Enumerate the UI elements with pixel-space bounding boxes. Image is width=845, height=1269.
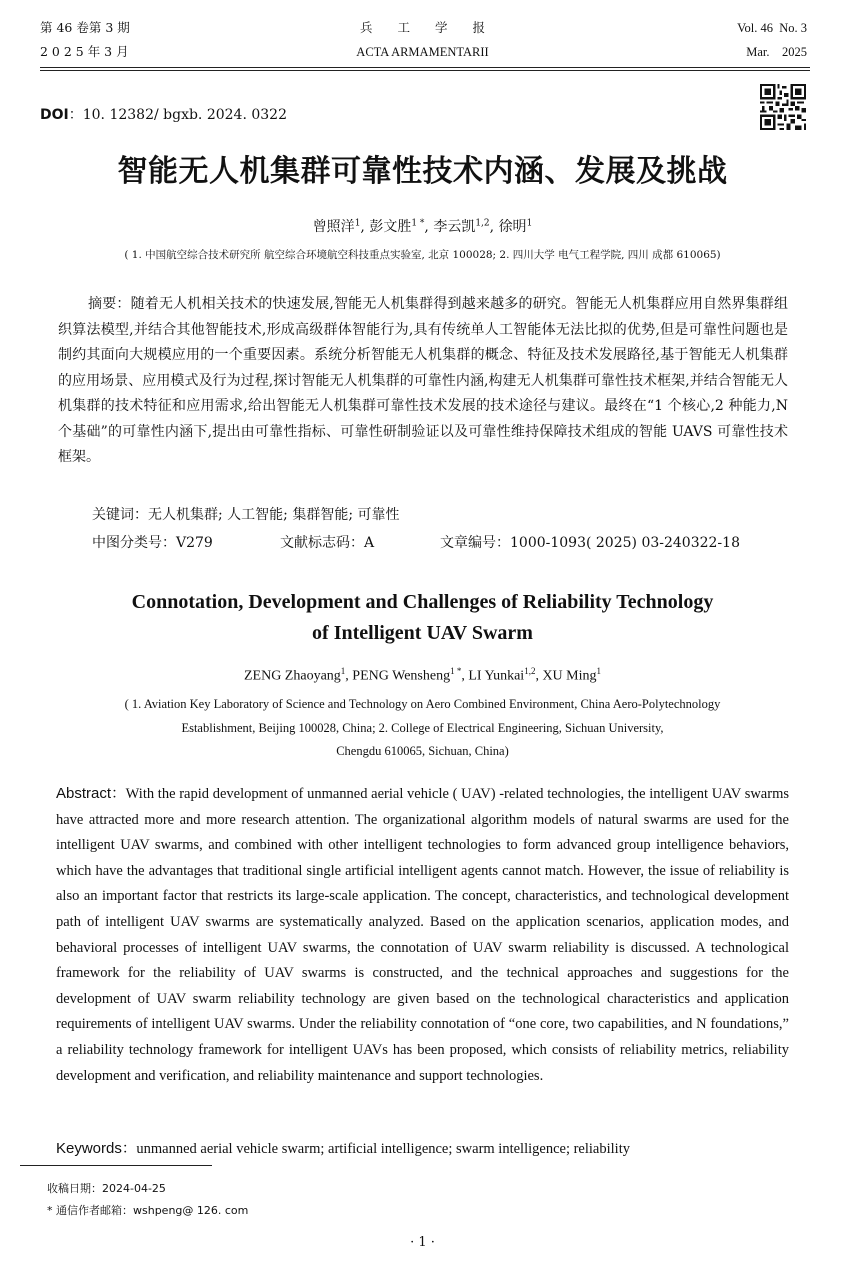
abstract-cn-label: 摘要： [88,296,131,312]
affiliations-cn: ( 1. 中国航空综合技术研究所 航空综合环境航空科技重点实验室, 北京 100028; 2. 四川大学 电气工程学院, 四川 成都 610065) [124,249,721,261]
author-affil-mark: 1 * [450,666,462,676]
doc-code-value: A [364,535,375,551]
affiliations-en-line: Chengdu 610065, Sichuan, China) [336,744,509,758]
author-name: 徐明 [498,219,527,235]
journal-volume-cn: 第 46 卷第 3 期 [40,20,130,35]
document-code [280,532,374,552]
author-name: PENG Wensheng [352,668,451,684]
author-name: 李云凯 [433,219,476,235]
keywords-en-text: ：unmanned aerial vehicle swarm; artificial intelligence; swarm intelligence; reliability [121,1141,630,1157]
authors-en [0,666,845,685]
article-number-value: 1000-1093( 2025) 03-240322-18 [510,535,740,551]
paper-title-en-line1: Connotation, Development and Challenges of Reliability Technology [131,591,714,613]
keywords-cn-text: 无人机集群; 人工智能; 集群智能; 可靠性 [148,507,400,523]
page-number: · 1 · [410,1235,435,1250]
clc-number [92,532,213,552]
doi-label: DOI [40,107,69,123]
header-rule-top [40,67,810,68]
journal-date-en: Mar. 2025 [746,45,807,59]
author-separator: , [424,219,434,235]
author-separator: , [345,668,353,684]
author-affil-mark: 1 [354,218,361,229]
journal-name-en: ACTA ARMAMENTARII [356,45,489,59]
author-name: ZENG Zhaoyang [243,668,341,684]
authors-cn [0,216,845,236]
journal-name-cn: 兵 工 学 报 [359,20,485,35]
paper-title-cn: 智能无人机集群可靠性技术内涵、发展及挑战 [117,154,728,189]
author-affil-mark: 1,2 [475,218,490,229]
article-number [440,532,740,552]
abstract-en-text: ：With the rapid development of unmanned aerial vehicle ( UAV) -related technologies, the intelligent UAV swarms have attracted more and more research attention. The organizational algorithm models of natural swarms are used for the intelligent UAV swarms, and combined with other intelligent technologies to form advanced group intelligence behaviors, which have the advantages that traditional single artificial intelligent agents cannot match. However, the issue of reliability is also an important factor that restricts its large-scale application. The concept, characteristics, and technological development path of intelligent UAV swarms are systematically analyzed. Based on the application scenarios, application modes, and behavioral processes of intelligent UAV swarms, the connotation of UAV swarm reliability is discussed. A technological framework for the reliability of UAV swarms is constructed, and the technical approaches and suggestions for the development of UAV swarm reliability technology are given based on the technological characteristics and application requirements of intelligent UAV swarms. Under the reliability connotation of “one core, two capabilities, and N foundations,” a reliability technology framework for intelligent UAVs has been proposed, which consists of reliability metrics, reliability development and verification, and reliability maintenance and support technologies. [56,786,789,1084]
received-date: 收稿日期：2024-04-25 [47,1182,166,1195]
abstract-en-label: Abstract [56,785,112,802]
author-name: LI Yunkai [468,668,525,684]
article-number-label: 文章编号： [440,535,510,551]
author-separator: , [535,668,543,684]
qr-code-icon [760,84,806,130]
author-separator: , [461,668,469,684]
journal-volume-en: Vol. 46 No. 3 [737,21,807,35]
affiliations-en-line: Establishment, Beijing 100028, China; 2. College of Electrical Engineering, Sichuan University, [181,720,664,735]
abstract-en [56,781,789,1089]
author-affil-mark: 1 [526,218,533,229]
author-affil-mark: 1 [340,666,346,676]
author-name: 曾照洋 [312,219,355,235]
clc-value: V279 [176,535,213,551]
author-separator: , [489,219,499,235]
keywords-cn [92,504,400,524]
keywords-cn-label: 关键词： [92,507,148,523]
doi-value: ：10. 12382/ bgxb. 2024. 0322 [68,107,287,123]
author-affil-mark: 1 [596,666,601,676]
paper-title-en [0,587,845,649]
footnote-rule [20,1165,212,1166]
author-name: XU Ming [542,668,597,684]
keywords-en [56,1137,630,1158]
author-name: 彭文胜 [369,219,412,235]
author-affil-mark: 1,2 [524,666,536,676]
affiliations-en-line: ( 1. Aviation Key Laboratory of Science and Technology on Aero Combined Environment, China Aero-Polytechnology [124,697,721,711]
author-separator: , [360,219,370,235]
author-affil-mark: 1 * [411,218,425,229]
paper-title-en-line2: of Intelligent UAV Swarm [312,622,533,644]
keywords-en-label: Keywords [56,1140,122,1157]
corresponding-email[interactable]: * 通信作者邮箱：wshpeng@ 126. com [47,1204,249,1217]
doi[interactable] [40,104,287,124]
abstract-cn [58,292,788,471]
clc-label: 中图分类号： [92,535,176,551]
doc-code-label: 文献标志码： [280,535,364,551]
header-rule-bottom [40,70,810,71]
journal-date-cn: 2 0 2 5 年 3 月 [40,44,129,59]
abstract-cn-text: 随着无人机相关技术的快速发展,智能无人机集群得到越来越多的研究。智能无人机集群应用自然界集群组织算法模型,并结合其他智能技术,形成高级群体智能行为,具有传统单人工智能体无法比拟的优势,但是可靠性问题也是制约其面向大规模应用的一个重要因素。系统分析智能无人机集群的概念、特征及技术发展路径,基于智能无人机集群的应用场景、应用模式及行为过程,探讨智能无人机集群的可靠性内涵,构建无人机集群可靠性技术框架,并结合智能无人机集群的技术特征和应用需求,给出智能无人机集群可靠性技术发展的技术途径与建议。最终在“1 个核心,2 种能力,N 个基础”的可靠性内涵下,提出由可靠性指标、可靠性研制验证以及可靠性维持保障技术组成的智能 UAVS 可靠性技术框架。 [58,296,789,465]
affiliations-en [60,693,785,764]
